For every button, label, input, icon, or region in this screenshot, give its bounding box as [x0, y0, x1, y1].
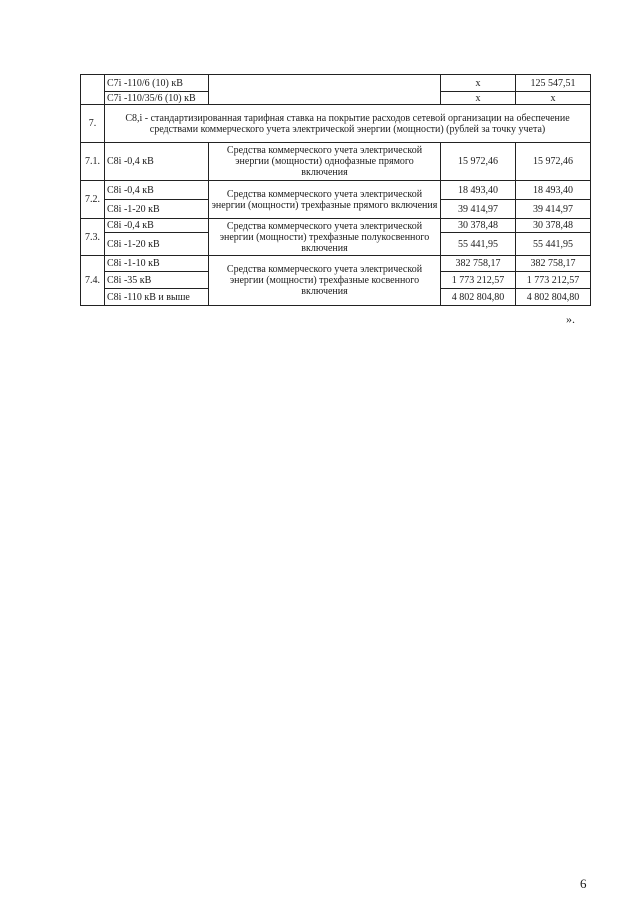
- page-number: 6: [580, 876, 587, 891]
- code-cell: С8i -1-20 кВ: [105, 233, 209, 256]
- group-description: Средства коммерческого учета электрической энергии (мощности) однофазные прямого включения: [209, 143, 441, 181]
- group-number: 7.1.: [81, 143, 105, 181]
- code-cell: С8i -0,4 кВ: [105, 219, 209, 233]
- code-cell: С8i -35 кВ: [105, 272, 209, 289]
- value-cell: 30 378,48: [441, 219, 516, 233]
- value-cell: 4 802 804,80: [441, 289, 516, 306]
- value-cell: 125 547,51: [516, 75, 591, 92]
- group-number: 7.4.: [81, 256, 105, 306]
- group-description: Средства коммерческого учета электрической энергии (мощности) трехфазные полукосвенного включения: [209, 219, 441, 256]
- code-cell: С7i -110/35/6 (10) кВ: [105, 92, 209, 105]
- section-number: 7.: [81, 105, 105, 143]
- code-cell: С8i -1-20 кВ: [105, 200, 209, 219]
- value-cell: х: [441, 92, 516, 105]
- group-number: 7.3.: [81, 219, 105, 256]
- section-description: С8,i - стандартизированная тарифная ставка на покрытие расходов сетевой организации на обеспечение средствами коммерческого учета электрической энергии (мощности) (рублей за точку учета): [105, 105, 591, 143]
- value-cell: 30 378,48: [516, 219, 591, 233]
- table-row: [81, 143, 591, 181]
- value-cell: 15 972,46: [516, 143, 591, 181]
- closing-quote-mark: ».: [566, 312, 575, 326]
- value-cell: 1 773 212,57: [441, 272, 516, 289]
- code-cell: С8i -110 кВ и выше: [105, 289, 209, 306]
- value-cell: 18 493,40: [516, 181, 591, 200]
- value-cell: 382 758,17: [441, 256, 516, 272]
- tariff-table: [80, 74, 591, 306]
- value-cell: 382 758,17: [516, 256, 591, 272]
- table-row: [81, 219, 591, 233]
- value-cell: 55 441,95: [516, 233, 591, 256]
- table-row: [81, 256, 591, 272]
- code-cell: С8i -0,4 кВ: [105, 143, 209, 181]
- value-cell: 39 414,97: [516, 200, 591, 219]
- group-number: 7.2.: [81, 181, 105, 219]
- table-row: [81, 75, 591, 92]
- value-cell: х: [441, 75, 516, 92]
- section-row: [81, 105, 591, 143]
- table-row: [81, 181, 591, 200]
- code-cell: С8i -1-10 кВ: [105, 256, 209, 272]
- group-description: Средства коммерческого учета электрической энергии (мощности) трехфазные косвенного включения: [209, 256, 441, 306]
- value-cell: 55 441,95: [441, 233, 516, 256]
- value-cell: 18 493,40: [441, 181, 516, 200]
- value-cell: 4 802 804,80: [516, 289, 591, 306]
- group-description: Средства коммерческого учета электрической энергии (мощности) трехфазные прямого включения: [209, 181, 441, 219]
- value-cell: 15 972,46: [441, 143, 516, 181]
- value-cell: х: [516, 92, 591, 105]
- code-cell: С7i -110/6 (10) кВ: [105, 75, 209, 92]
- code-cell: С8i -0,4 кВ: [105, 181, 209, 200]
- value-cell: 1 773 212,57: [516, 272, 591, 289]
- value-cell: 39 414,97: [441, 200, 516, 219]
